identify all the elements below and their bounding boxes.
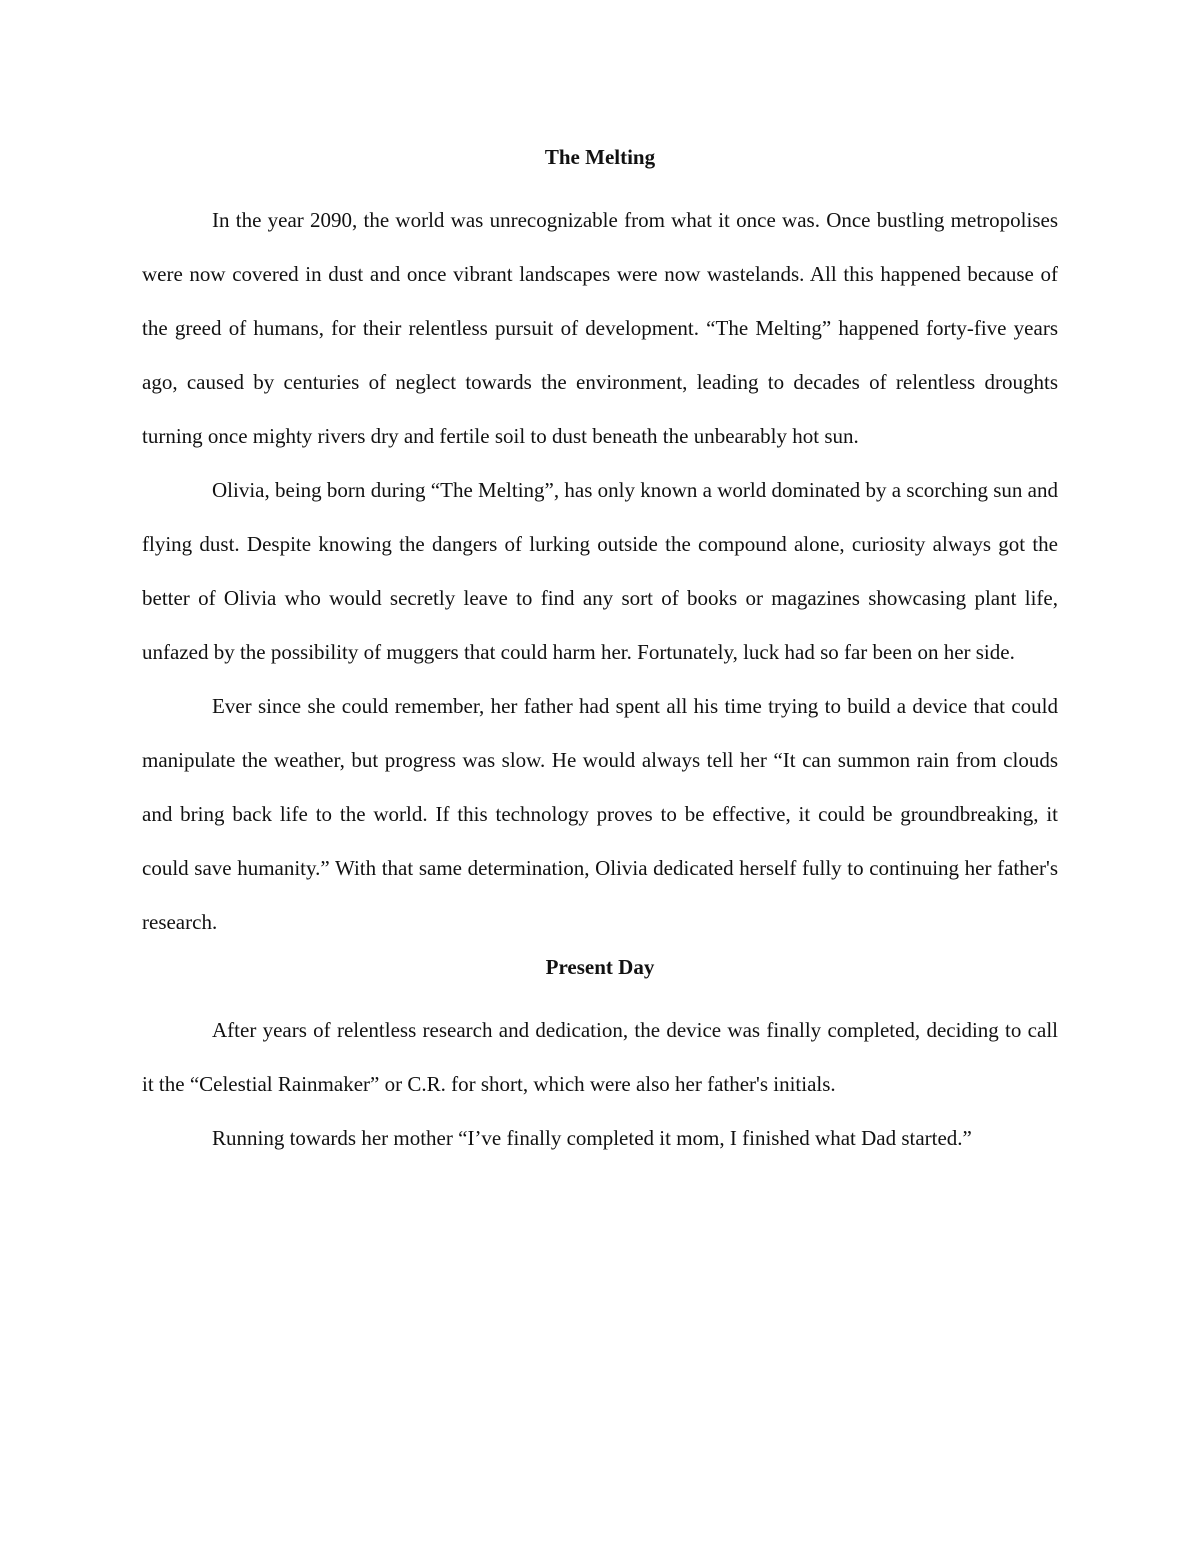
document-body: [142, 139, 1058, 1165]
paragraph: Olivia, being born during “The Melting”, has only known a world dominated by a scorching sun and flying dust. Despite knowing the dangers of lurking outside the compound alone, curiosity always got the better of Olivia who would secretly leave to find any sort of books or magazines showcasing plant life, unfazed by the possibility of muggers that could harm her. Fortunately, luck had so far been on her side.: [142, 478, 1058, 664]
section-title: Present Day: [545, 955, 655, 979]
paragraph: Running towards her mother “I’ve finally completed it mom, I finished what Dad started.”: [212, 1126, 972, 1150]
document-title: The Melting: [544, 145, 656, 169]
paragraph: After years of relentless research and dedication, the device was finally completed, deciding to call it the “Celestial Rainmaker” or C.R. for short, which were also her father's initials.: [142, 1018, 1058, 1096]
paragraph: Ever since she could remember, her father had spent all his time trying to build a device that could manipulate the weather, but progress was slow. He would always tell her “It can summon rain from clouds and bring back life to the world. If this technology proves to be effective, it could be groundbreaking, it could save humanity.” With that same determination, Olivia dedicated herself fully to continuing her father's research.: [142, 694, 1058, 934]
paragraph: In the year 2090, the world was unrecognizable from what it once was. Once bustling metropolises were now covered in dust and once vibrant landscapes were now wastelands. All this happened because of the greed of humans, for their relentless pursuit of development. “The Melting” happened forty-five years ago, caused by centuries of neglect towards the environment, leading to decades of relentless droughts turning once mighty rivers dry and fertile soil to dust beneath the unbearably hot sun.: [142, 208, 1058, 448]
